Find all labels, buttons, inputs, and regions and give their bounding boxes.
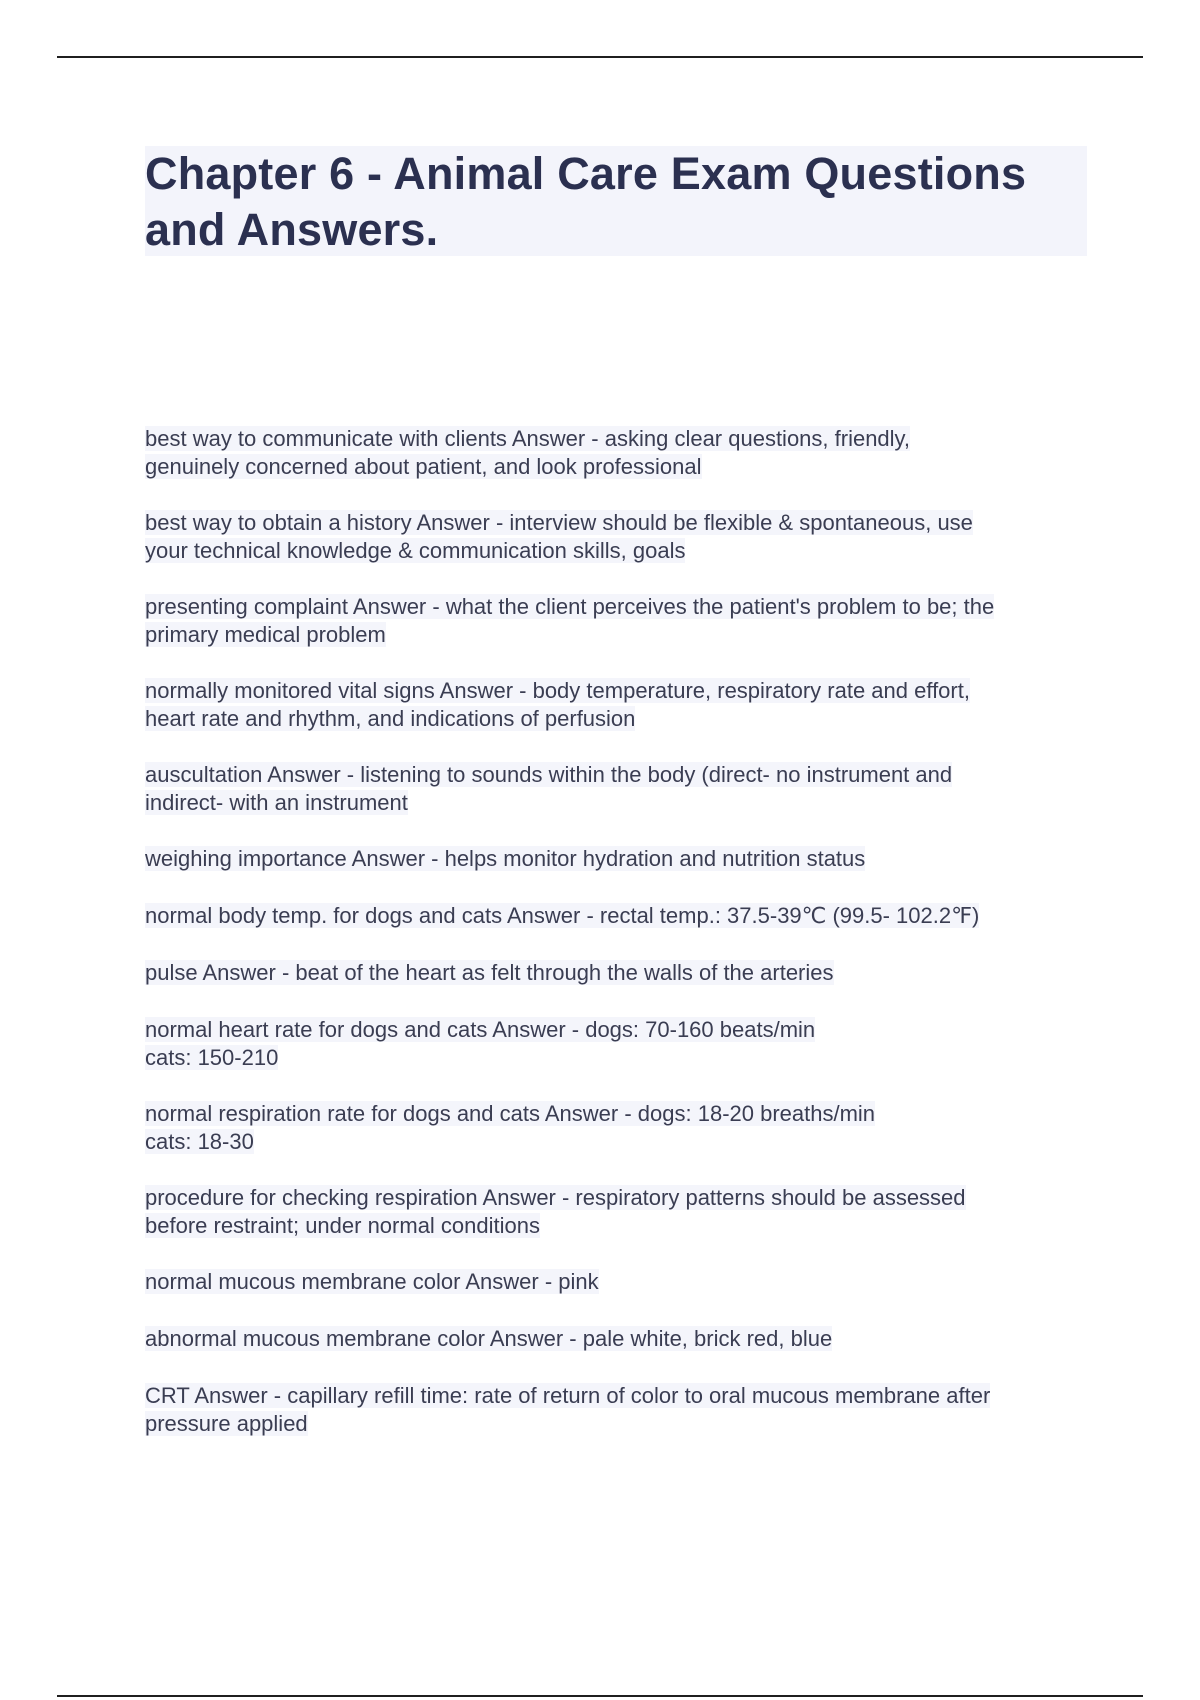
qa-item-text: normal body temp. for dogs and cats Answer - rectal temp.: 37.5-39℃ (99.5- 102.2℉) [145, 903, 980, 928]
qa-item-text: pulse Answer - beat of the heart as felt through the walls of the arteries [145, 960, 834, 985]
qa-item-text: CRT Answer - capillary refill time: rate of return of color to oral mucous membrane after pressure applied [145, 1383, 991, 1436]
qa-item-text: auscultation Answer - listening to sounds within the body (direct- no instrument and indirect- with an instrument [145, 762, 953, 815]
qa-item-text: normal heart rate for dogs and cats Answer - dogs: 70-160 beats/min cats: 150-210 [145, 1017, 816, 1070]
qa-item-text: normally monitored vital signs Answer - body temperature, respiratory rate and effort, heart rate and rhythm, and indications of perfusion [145, 678, 970, 731]
qa-item [145, 844, 1095, 873]
qa-item [145, 901, 1095, 930]
qa-item [145, 424, 1095, 481]
qa-item-text: normal mucous membrane color Answer - pink [145, 1269, 599, 1294]
qa-item-text: procedure for checking respiration Answer - respiratory patterns should be assessed before restraint; under normal conditions [145, 1185, 966, 1238]
qa-item [145, 1381, 1095, 1438]
qa-item-text: abnormal mucous membrane color Answer - pale white, brick red, blue [145, 1326, 833, 1351]
qa-item-text: best way to communicate with clients Answer - asking clear questions, friendly, genuinely concerned about patient, and look professional [145, 426, 911, 479]
qa-item [145, 1099, 1095, 1156]
qa-item-text: normal respiration rate for dogs and cats Answer - dogs: 18-20 breaths/min cats: 18-30 [145, 1101, 876, 1154]
qa-item [145, 592, 1095, 649]
qa-item-text: best way to obtain a history Answer - interview should be flexible & spontaneous, use your technical knowledge & communication skills, goals [145, 510, 973, 563]
qa-item-text: presenting complaint Answer - what the client perceives the patient's problem to be; the primary medical problem [145, 594, 995, 647]
qa-item [145, 958, 1095, 987]
qa-item [145, 1267, 1095, 1296]
page-title: Chapter 6 - Animal Care Exam Questions and Answers. [145, 148, 1027, 255]
qa-item [145, 508, 1095, 565]
qa-item [145, 1183, 1095, 1240]
qa-list [145, 424, 1095, 1465]
qa-item [145, 1015, 1095, 1072]
title-block [145, 146, 1087, 256]
qa-item [145, 1324, 1095, 1353]
qa-item-text: weighing importance Answer - helps monitor hydration and nutrition status [145, 846, 866, 871]
qa-item [145, 760, 1095, 817]
qa-item [145, 676, 1095, 733]
top-divider [57, 56, 1143, 58]
bottom-divider [57, 1695, 1143, 1697]
